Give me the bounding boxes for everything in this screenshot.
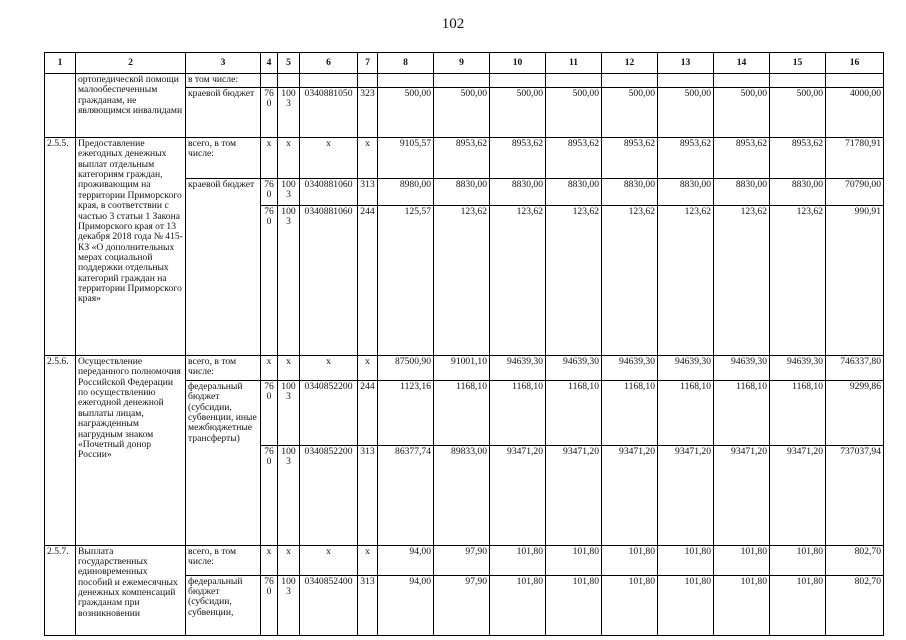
code-expense-type: 313 [358, 575, 378, 635]
year-value: 8830,00 [546, 179, 602, 206]
year-value: 1168,10 [434, 381, 490, 446]
item-name: Предоставление ежегодных денежных выплат отдельным категориям граждан, проживающим на территории Приморского края, в соответствии с частью 3 статьи 1 Закона Приморского края от 13 декабря 2018 года № 415-КЗ «О дополнительных мерах социальной поддержки отдельных категорий граждан на территории Приморского края» [76, 138, 186, 356]
item-number: 2.5.7. [45, 545, 76, 635]
column-number-5: 5 [278, 53, 300, 74]
column-number-1: 1 [45, 53, 76, 74]
code-ministry [261, 74, 278, 88]
code-target: х [300, 138, 358, 179]
code-target: х [300, 545, 358, 575]
year-value: 8830,00 [658, 179, 714, 206]
year-value: 123,62 [658, 206, 714, 356]
year-value: 1168,10 [770, 381, 826, 446]
year-value: 93471,20 [714, 445, 770, 545]
year-value: 8953,62 [770, 138, 826, 179]
funding-source: всего, в том числе: [186, 545, 261, 575]
column-number-12: 12 [602, 53, 658, 74]
code-target: х [300, 356, 358, 381]
code-ministry: х [261, 356, 278, 381]
code-expense-type [358, 74, 378, 88]
year-value: 8953,62 [434, 138, 490, 179]
year-value [602, 74, 658, 88]
year-value: 8953,62 [546, 138, 602, 179]
year-value: 500,00 [378, 88, 434, 138]
year-value: 94639,30 [490, 356, 546, 381]
funding-source: федеральный бюджет (субсидии, субвенции, иные межбюджетные трансферты) [186, 381, 261, 446]
year-value: 500,00 [714, 88, 770, 138]
column-number-2: 2 [76, 53, 186, 74]
year-value: 101,80 [658, 545, 714, 575]
code-target: 0340881060 [300, 206, 358, 356]
year-value: 94639,30 [602, 356, 658, 381]
code-section: 1003 [278, 206, 300, 356]
year-value [770, 74, 826, 88]
code-section: 1003 [278, 575, 300, 635]
year-value: 101,80 [602, 545, 658, 575]
year-value: 101,80 [602, 575, 658, 635]
year-value: 86377,74 [378, 445, 434, 545]
code-section: 1003 [278, 179, 300, 206]
year-value: 91001,10 [434, 356, 490, 381]
code-ministry: 760 [261, 179, 278, 206]
code-ministry: 760 [261, 206, 278, 356]
year-value: 101,80 [714, 575, 770, 635]
code-target: 0340852400 [300, 575, 358, 635]
year-value: 101,80 [490, 575, 546, 635]
code-target: 0340852200 [300, 381, 358, 446]
item-number: 2.5.6. [45, 356, 76, 546]
year-value [658, 74, 714, 88]
year-value: 123,62 [602, 206, 658, 356]
year-value: 101,80 [714, 545, 770, 575]
total-value: 70790,00 [826, 179, 884, 206]
year-value: 123,62 [714, 206, 770, 356]
code-target: 0340852200 [300, 445, 358, 545]
code-target: 0340881060 [300, 179, 358, 206]
year-value: 94,00 [378, 545, 434, 575]
year-value: 123,62 [546, 206, 602, 356]
column-number-15: 15 [770, 53, 826, 74]
year-value: 8830,00 [490, 179, 546, 206]
column-number-4: 4 [261, 53, 278, 74]
total-value: 9299,86 [826, 381, 884, 446]
year-value: 8953,62 [602, 138, 658, 179]
item-number: 2.5.5. [45, 138, 76, 356]
code-section: х [278, 138, 300, 179]
year-value: 1168,10 [546, 381, 602, 446]
code-ministry: х [261, 138, 278, 179]
year-value [546, 74, 602, 88]
code-ministry: 760 [261, 575, 278, 635]
code-expense-type: 323 [358, 88, 378, 138]
code-target: 0340881050 [300, 88, 358, 138]
year-value: 500,00 [434, 88, 490, 138]
funding-source: всего, в том числе: [186, 356, 261, 381]
total-value: 746337,80 [826, 356, 884, 381]
year-value: 8830,00 [434, 179, 490, 206]
code-section: 1003 [278, 445, 300, 545]
total-value: 71780,91 [826, 138, 884, 179]
year-value [490, 74, 546, 88]
code-ministry: х [261, 545, 278, 575]
column-number-11: 11 [546, 53, 602, 74]
table-row [45, 545, 884, 575]
item-number [45, 74, 76, 138]
code-ministry: 760 [261, 381, 278, 446]
year-value: 93471,20 [602, 445, 658, 545]
funding-source [186, 206, 261, 356]
year-value: 123,62 [770, 206, 826, 356]
year-value: 1123,16 [378, 381, 434, 446]
year-value: 125,57 [378, 206, 434, 356]
table-row [45, 74, 884, 88]
total-value: 990,91 [826, 206, 884, 356]
funding-source [186, 445, 261, 545]
total-value: 802,70 [826, 575, 884, 635]
code-expense-type: 244 [358, 206, 378, 356]
code-expense-type: 244 [358, 381, 378, 446]
year-value: 1168,10 [714, 381, 770, 446]
year-value: 123,62 [434, 206, 490, 356]
year-value: 1168,10 [658, 381, 714, 446]
year-value: 8953,62 [714, 138, 770, 179]
year-value: 500,00 [602, 88, 658, 138]
year-value: 101,80 [658, 575, 714, 635]
year-value: 123,62 [490, 206, 546, 356]
code-expense-type: 313 [358, 179, 378, 206]
year-value: 101,80 [546, 545, 602, 575]
total-value: 4000,00 [826, 88, 884, 138]
code-section: 1003 [278, 88, 300, 138]
year-value: 94,00 [378, 575, 434, 635]
year-value: 8953,62 [490, 138, 546, 179]
funding-source: всего, в том числе: [186, 138, 261, 179]
year-value: 101,80 [490, 545, 546, 575]
year-value: 93471,20 [490, 445, 546, 545]
total-value: 737037,94 [826, 445, 884, 545]
year-value: 101,80 [770, 545, 826, 575]
year-value: 8830,00 [602, 179, 658, 206]
year-value: 101,80 [546, 575, 602, 635]
item-name: Осуществление переданного полномочия Российской Федерации по осуществлению ежегодной денежной выплаты лицам, награжденным нагрудным знаком «Почетный донор России» [76, 356, 186, 546]
year-value: 500,00 [658, 88, 714, 138]
column-number-10: 10 [490, 53, 546, 74]
year-value [378, 74, 434, 88]
table-row [45, 356, 884, 381]
table-row [45, 138, 884, 179]
total-value: 802,70 [826, 545, 884, 575]
code-section: 1003 [278, 381, 300, 446]
funding-source: в том числе: [186, 74, 261, 88]
year-value: 1168,10 [602, 381, 658, 446]
column-number-13: 13 [658, 53, 714, 74]
year-value: 93471,20 [658, 445, 714, 545]
year-value: 94639,30 [546, 356, 602, 381]
year-value: 94639,30 [714, 356, 770, 381]
year-value: 9105,57 [378, 138, 434, 179]
code-expense-type: 313 [358, 445, 378, 545]
year-value: 500,00 [546, 88, 602, 138]
year-value: 8830,00 [714, 179, 770, 206]
code-section [278, 74, 300, 88]
column-number-7: 7 [358, 53, 378, 74]
year-value: 87500,90 [378, 356, 434, 381]
column-number-row [45, 53, 884, 74]
funding-source: краевой бюджет [186, 179, 261, 206]
code-expense-type: х [358, 356, 378, 381]
code-section: х [278, 545, 300, 575]
year-value: 8980,00 [378, 179, 434, 206]
year-value: 94639,30 [658, 356, 714, 381]
year-value: 500,00 [770, 88, 826, 138]
year-value: 1168,10 [490, 381, 546, 446]
code-ministry: 760 [261, 88, 278, 138]
year-value: 93471,20 [546, 445, 602, 545]
code-expense-type: х [358, 545, 378, 575]
code-ministry: 760 [261, 445, 278, 545]
column-number-14: 14 [714, 53, 770, 74]
funding-source: федеральный бюджет (субсидии, субвенции, [186, 575, 261, 635]
column-number-3: 3 [186, 53, 261, 74]
column-number-6: 6 [300, 53, 358, 74]
year-value: 93471,20 [770, 445, 826, 545]
year-value: 8953,62 [658, 138, 714, 179]
year-value: 101,80 [770, 575, 826, 635]
code-expense-type: х [358, 138, 378, 179]
item-name: ортопедической помощи малообеспеченным гражданам, не являющимся инвалидами [76, 74, 186, 138]
year-value: 97,90 [434, 575, 490, 635]
page-number: 102 [441, 16, 465, 32]
year-value: 89833,00 [434, 445, 490, 545]
year-value: 97,90 [434, 545, 490, 575]
column-number-16: 16 [826, 53, 884, 74]
year-value: 500,00 [490, 88, 546, 138]
total-value [826, 74, 884, 88]
year-value [714, 74, 770, 88]
funding-source: краевой бюджет [186, 88, 261, 138]
column-number-9: 9 [434, 53, 490, 74]
item-name: Выплата государственных единовременных пособий и ежемесячных денежных компенсаций гражданам при возникновении [76, 545, 186, 635]
year-value: 94639,30 [770, 356, 826, 381]
column-number-8: 8 [378, 53, 434, 74]
code-target [300, 74, 358, 88]
budget-table [44, 52, 884, 636]
year-value [434, 74, 490, 88]
code-section: х [278, 356, 300, 381]
year-value: 8830,00 [770, 179, 826, 206]
